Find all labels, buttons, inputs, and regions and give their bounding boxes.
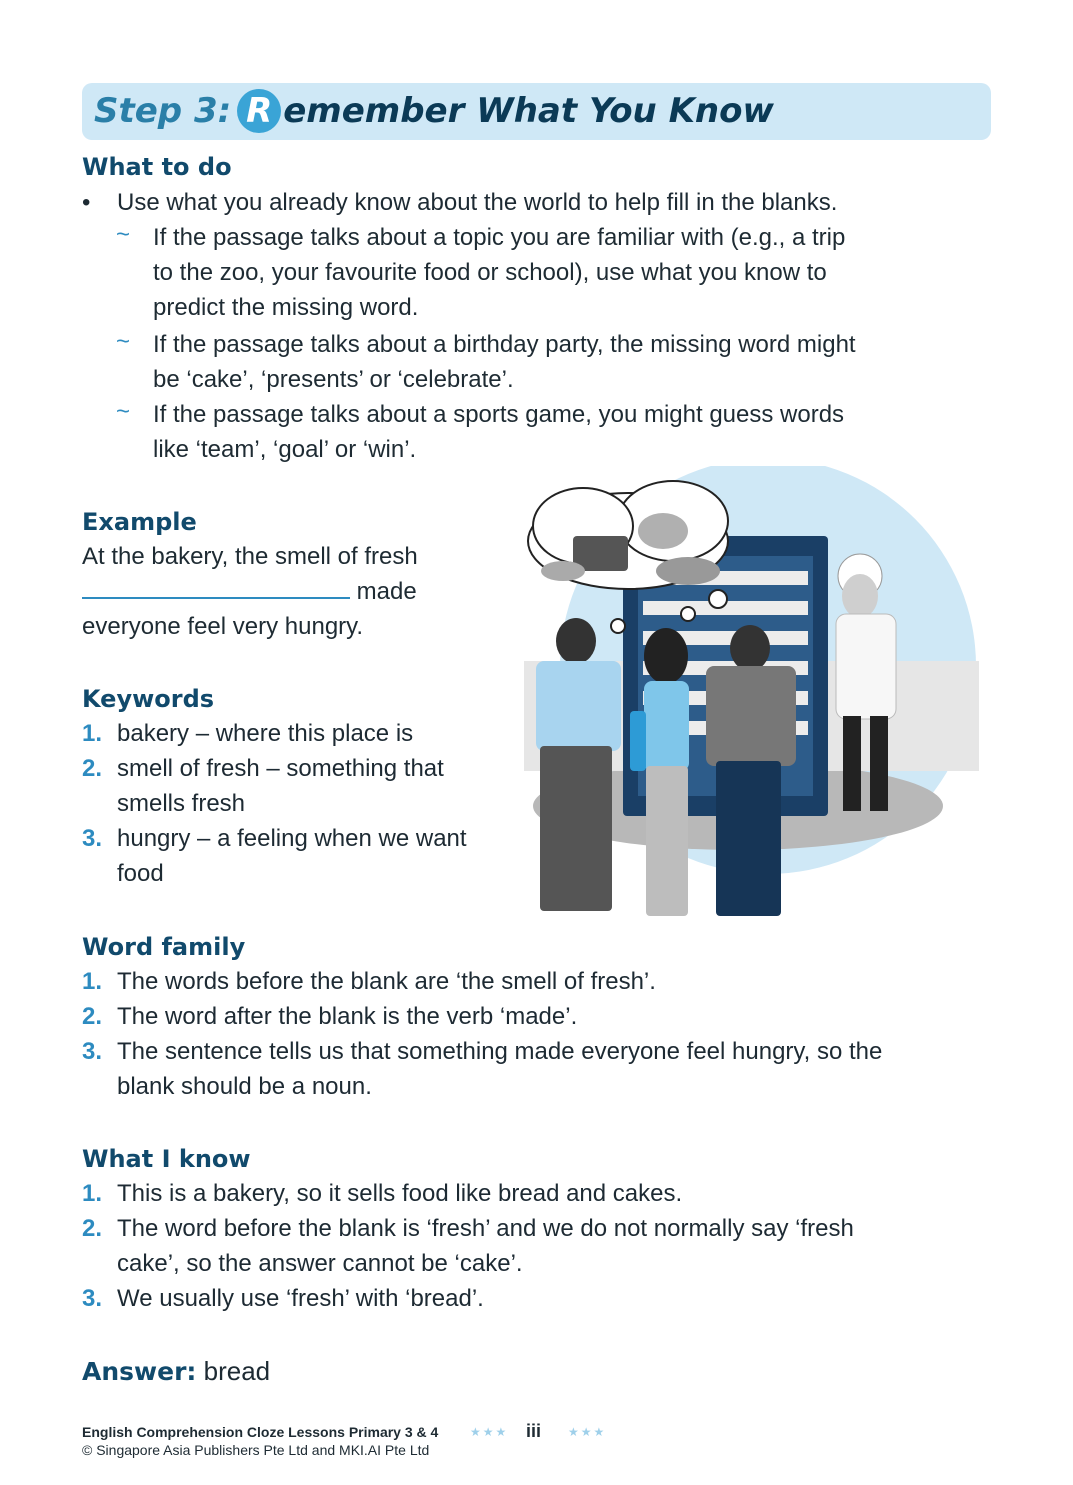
tilde-bullet-2: ~ [116,328,131,355]
bakery-illustration [518,466,988,941]
example-line-2 [82,574,502,609]
word-family-list [82,964,992,1104]
sub-item-1-line-3: predict the missing word. [153,294,419,321]
list-number: 3. [82,825,103,852]
step-title-rest: emember What You Know [283,91,774,131]
bullet-dot: • [82,189,91,216]
list-item [82,1034,992,1104]
list-text: We usually use ‘fresh’ with ‘bread’. [117,1285,484,1312]
what-i-know-heading: What I know [82,1145,251,1173]
footer-book-title: English Comprehension Cloze Lessons Primary 3 & 4 [82,1424,439,1440]
list-item [82,751,522,821]
sub-item-2-line-1: If the passage talks about a birthday party, the missing word might [153,331,856,358]
bakery-scene-icon [518,466,988,936]
list-item [82,1211,992,1281]
step-label: Step 3: [94,91,232,131]
list-text: The words before the blank are ‘the smell of fresh’. [117,968,656,995]
what-i-know-list [82,1176,992,1316]
list-number: 2. [82,1003,103,1030]
example-line-1: At the bakery, the smell of fresh [82,543,418,570]
list-text: smells fresh [117,790,246,817]
keywords-heading: Keywords [82,685,215,713]
example-after-blank: made [356,578,417,605]
example-heading: Example [82,508,197,536]
sub-item-2 [153,327,973,397]
list-number: 1. [82,720,103,747]
list-text: The sentence tells us that something made everyone feel hungry, so the [117,1038,883,1065]
list-text: blank should be a noun. [117,1073,372,1100]
example-line-3: everyone feel very hungry. [82,613,364,640]
star-decoration-right-icon: ★★★ [568,1425,607,1439]
list-number: 1. [82,968,103,995]
sub-item-2-line-2: be ‘cake’, ‘presents’ or ‘celebrate’. [153,366,514,393]
list-text: This is a bakery, so it sells food like bread and cakes. [117,1180,683,1207]
word-family-heading: Word family [82,933,246,961]
answer-value: bread [203,1356,271,1386]
list-item [82,999,992,1034]
sub-item-3 [153,397,973,467]
list-number: 3. [82,1038,103,1065]
list-text: The word before the blank is ‘fresh’ and we do not normally say ‘fresh [117,1215,854,1242]
answer-line [82,1354,270,1389]
step-banner [82,83,991,140]
sub-item-3-line-1: If the passage talks about a sports game, you might guess words [153,401,845,428]
fill-blank [82,575,350,599]
page-footer [82,1423,438,1459]
keywords-list [82,716,522,891]
list-item [82,1281,992,1316]
tilde-bullet-3: ~ [116,398,131,425]
star-decoration-left-icon: ★★★ [470,1425,509,1439]
list-text: The word after the blank is the verb ‘made’. [117,1003,578,1030]
sub-item-1 [153,220,973,325]
list-item [82,716,522,751]
list-number: 3. [82,1285,103,1312]
sub-item-1-line-1: If the passage talks about a topic you are familiar with (e.g., a trip [153,224,846,251]
sub-item-3-line-2: like ‘team’, ‘goal’ or ‘win’. [153,436,417,463]
tilde-bullet-1: ~ [116,221,131,248]
step-title [94,89,774,133]
what-to-do-heading: What to do [82,153,232,181]
footer-copyright: © Singapore Asia Publishers Pte Ltd and MKI.AI Pte Ltd [82,1442,430,1458]
list-text: smell of fresh – something that [117,755,444,782]
list-item [82,1176,992,1211]
sub-item-1-line-2: to the zoo, your favourite food or school), use what you know to [153,259,827,286]
list-item [82,964,992,999]
list-text: hungry – a feeling when we want [117,825,467,852]
list-text: food [117,860,164,887]
list-text: cake’, so the answer cannot be ‘cake’. [117,1250,523,1277]
answer-label: Answer: [82,1357,197,1386]
list-text: bakery – where this place is [117,720,414,747]
list-number: 2. [82,755,103,782]
page-number: iii [526,1421,542,1441]
example-sentence [82,539,502,644]
bullet-text: Use what you already know about the world to help fill in the blanks. [117,189,838,216]
initial-letter-circle: R [237,89,281,133]
list-number: 2. [82,1215,103,1242]
list-item [82,821,522,891]
list-number: 1. [82,1180,103,1207]
